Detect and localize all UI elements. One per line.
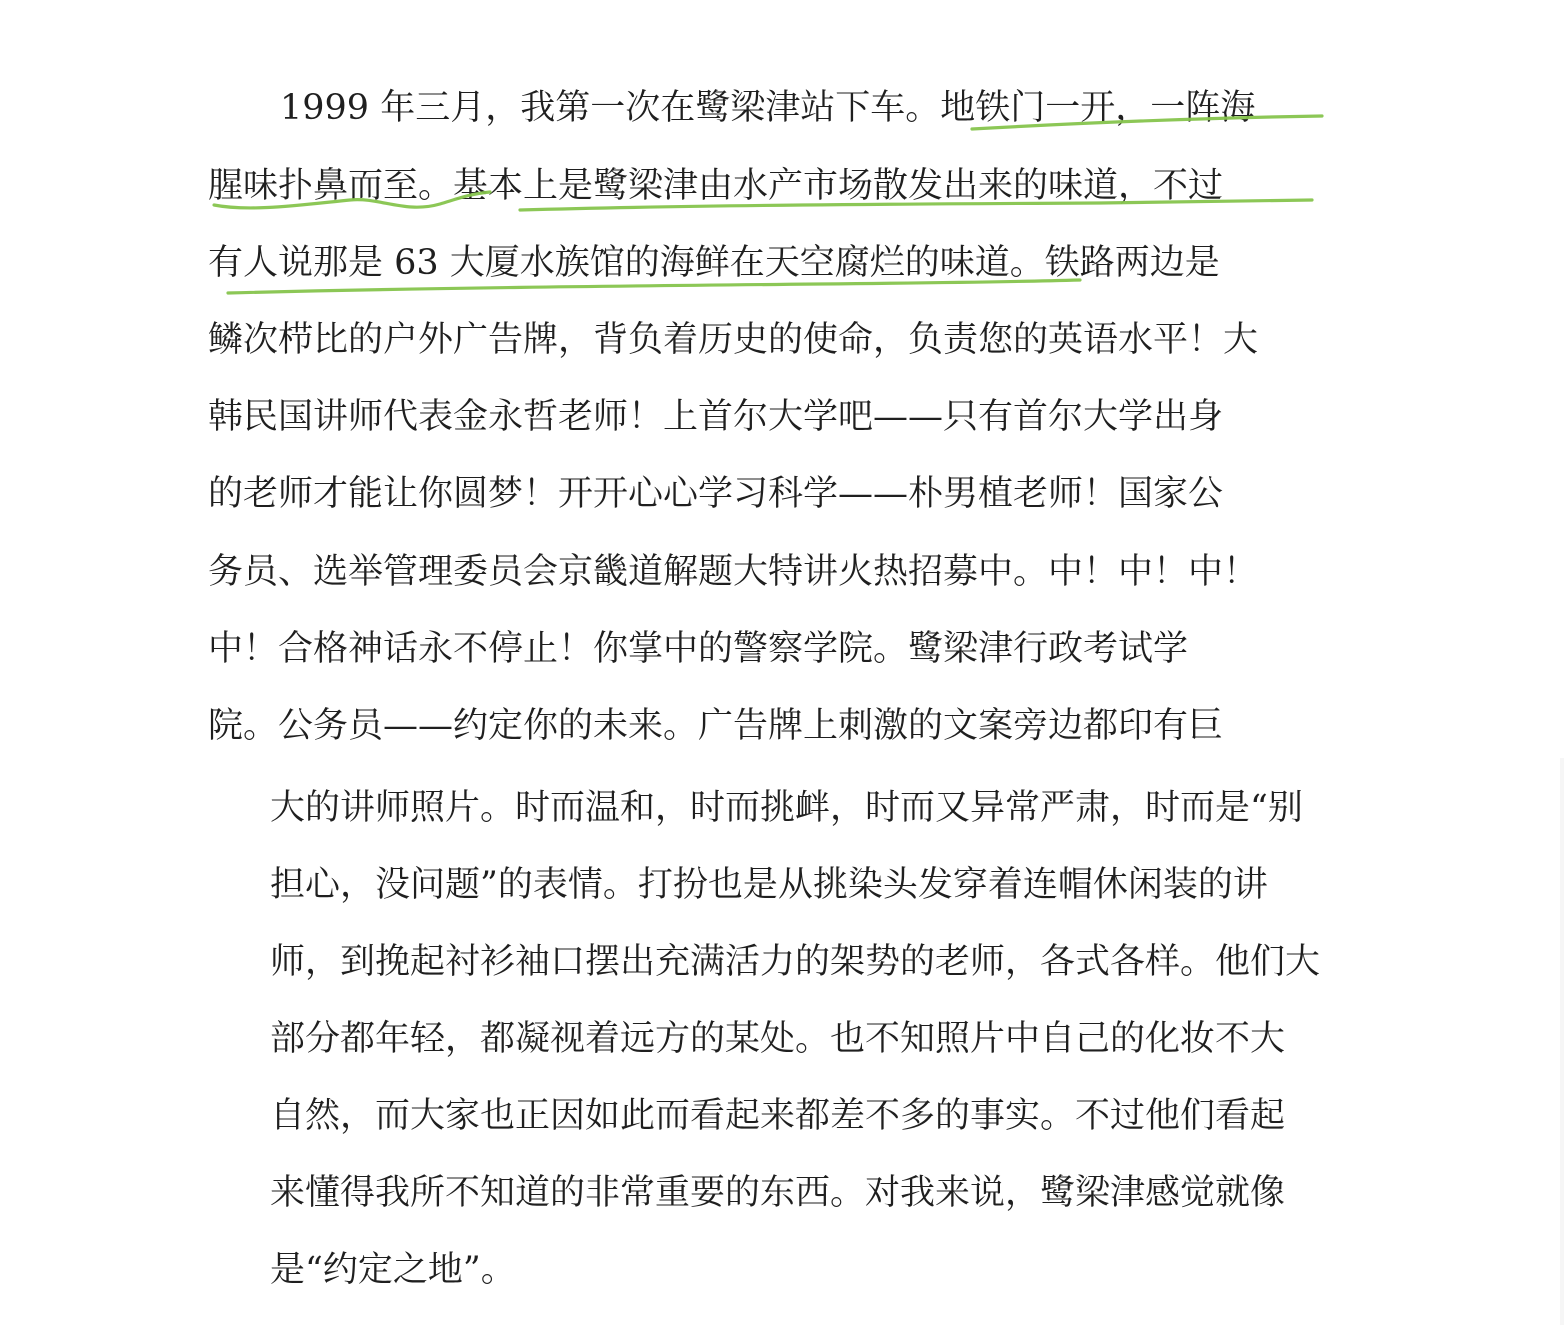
text-line: 担心，没问题”的表情。打扮也是从挑染头发穿着连帽休闲装的讲 [270, 865, 1268, 905]
text-line: 鳞次栉比的户外广告牌，背负着历史的使命，负责您的英语水平！大 [208, 320, 1259, 360]
text-line: 的老师才能让你圆梦！开开心心学习科学——朴男植老师！国家公 [208, 474, 1224, 514]
text-line: 1999 年三月，我第一次在鹭梁津站下车。地铁门一开，一阵海 [280, 88, 1256, 128]
text-line: 有人说那是 63 大厦水族馆的海鲜在天空腐烂的味道。铁路两边是 [208, 243, 1220, 283]
text-line: 师，到挽起衬衫袖口摆出充满活力的架势的老师，各式各样。他们大 [270, 942, 1321, 982]
text-line: 自然，而大家也正因如此而看起来都差不多的事实。不过他们看起 [270, 1096, 1286, 1136]
text-line: 大的讲师照片。时而温和，时而挑衅，时而又异常严肃，时而是“别 [270, 788, 1303, 828]
text-line: 院。公务员——约定你的未来。广告牌上刺激的文案旁边都印有巨 [208, 706, 1224, 746]
text-line: 务员、选举管理委员会京畿道解题大特讲火热招募中。中！中！中！ [208, 552, 1259, 592]
text-line: 腥味扑鼻而至。基本上是鹭梁津由水产市场散发出来的味道，不过 [208, 166, 1224, 206]
text-line: 是“约定之地”。 [270, 1250, 516, 1290]
text-line: 韩民国讲师代表金永哲老师！上首尔大学吧——只有首尔大学出身 [208, 397, 1224, 437]
text-line: 部分都年轻，都凝视着远方的某处。也不知照片中自己的化妆不大 [270, 1019, 1286, 1059]
text-line: 中！合格神话永不停止！你掌中的警察学院。鹭梁津行政考试学 [208, 629, 1189, 669]
text-line: 来懂得我所不知道的非常重要的东西。对我来说，鹭梁津感觉就像 [270, 1173, 1286, 1213]
page-seam [1560, 758, 1564, 1325]
